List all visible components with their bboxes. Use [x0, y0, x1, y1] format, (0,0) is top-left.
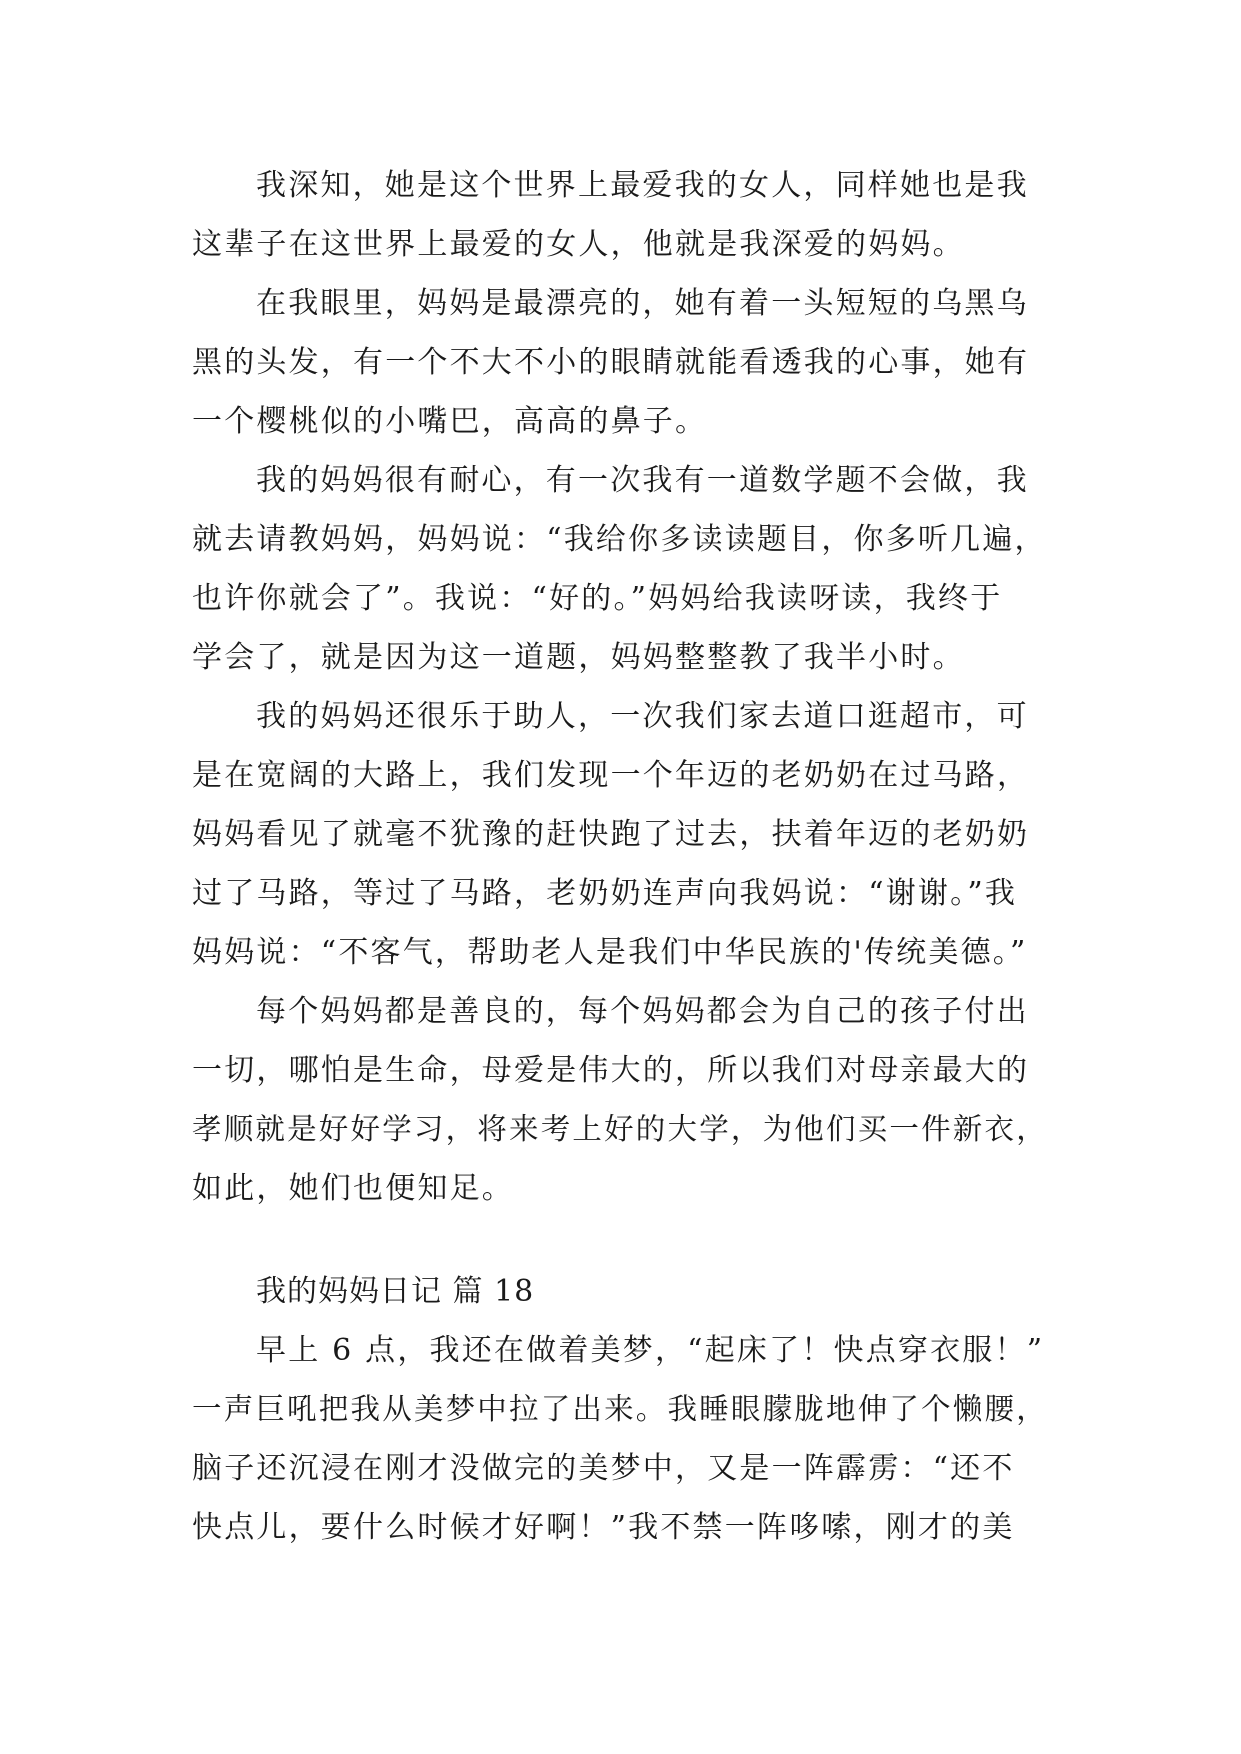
- paragraph-1-line-1: 我深知，她是这个世界上最爱我的女人，同样她也是我: [256, 168, 1029, 203]
- paragraph-2-line-1: 在我眼里，妈妈是最漂亮的，她有着一头短短的乌黑乌: [256, 286, 1029, 321]
- paragraph-3-line-3: 也许你就会了”。我说：“好的。”妈妈给我读呀读，我终于: [192, 581, 1003, 616]
- paragraph-1-line-2: 这辈子在这世界上最爱的女人，他就是我深爱的妈妈。: [192, 227, 965, 262]
- paragraph-4-line-1: 我的妈妈还很乐于助人，一次我们家去道口逛超市，可: [256, 699, 1029, 734]
- paragraph-4-line-2: 是在宽阔的大路上，我们发现一个年迈的老奶奶在过马路，: [192, 758, 1030, 793]
- paragraph-3-line-1: 我的妈妈很有耐心，有一次我有一道数学题不会做，我: [256, 463, 1029, 498]
- paragraph-5-line-1: 每个妈妈都是善良的，每个妈妈都会为自己的孩子付出: [256, 994, 1029, 1029]
- section-heading: 我的妈妈日记 篇 18: [256, 1274, 535, 1309]
- paragraph-4-line-5: 妈妈说：“不客气，帮助老人是我们中华民族的'传统美德。”: [192, 935, 1028, 970]
- paragraph-5-line-4: 如此，她们也便知足。: [192, 1171, 514, 1206]
- paragraph-6-line-1: 早上 6 点，我还在做着美梦，“起床了！快点穿衣服！”: [256, 1333, 1045, 1368]
- paragraph-6-line-2: 一声巨吼把我从美梦中拉了出来。我睡眼朦胧地伸了个懒腰，: [192, 1392, 1048, 1426]
- paragraph-4-line-3: 妈妈看见了就毫不犹豫的赶快跑了过去，扶着年迈的老奶奶: [192, 817, 1030, 852]
- paragraph-5-line-2: 一切，哪怕是生命，母爱是伟大的，所以我们对母亲最大的: [192, 1053, 1030, 1088]
- paragraph-3-line-4: 学会了，就是因为这一道题，妈妈整整教了我半小时。: [192, 640, 965, 675]
- upper-text-block: [192, 156, 1052, 1218]
- paragraph-5-line-3: 孝顺就是好好学习，将来考上好的大学，为他们买一件新衣，: [192, 1112, 1048, 1146]
- paragraph-6-line-4: 快点儿，要什么时候才好啊！”我不禁一阵哆嗦，刚才的美: [192, 1510, 1015, 1545]
- paragraph-4-line-4: 过了马路，等过了马路，老奶奶连声向我妈说：“谢谢。”我: [192, 876, 1018, 911]
- paragraph-3-line-2: 就去请教妈妈，妈妈说：“我给你多读读题目，你多听几遍，: [192, 522, 1047, 557]
- paragraph-2-line-2: 黑的头发，有一个不大不小的眼睛就能看透我的心事，她有: [192, 345, 1030, 380]
- paragraph-6-line-3: 脑子还沉浸在刚才没做完的美梦中，又是一阵霹雳：“还不: [192, 1451, 1015, 1486]
- lower-text-block: [192, 1321, 1052, 1557]
- paragraph-2-line-3: 一个樱桃似的小嘴巴，高高的鼻子。: [192, 404, 708, 439]
